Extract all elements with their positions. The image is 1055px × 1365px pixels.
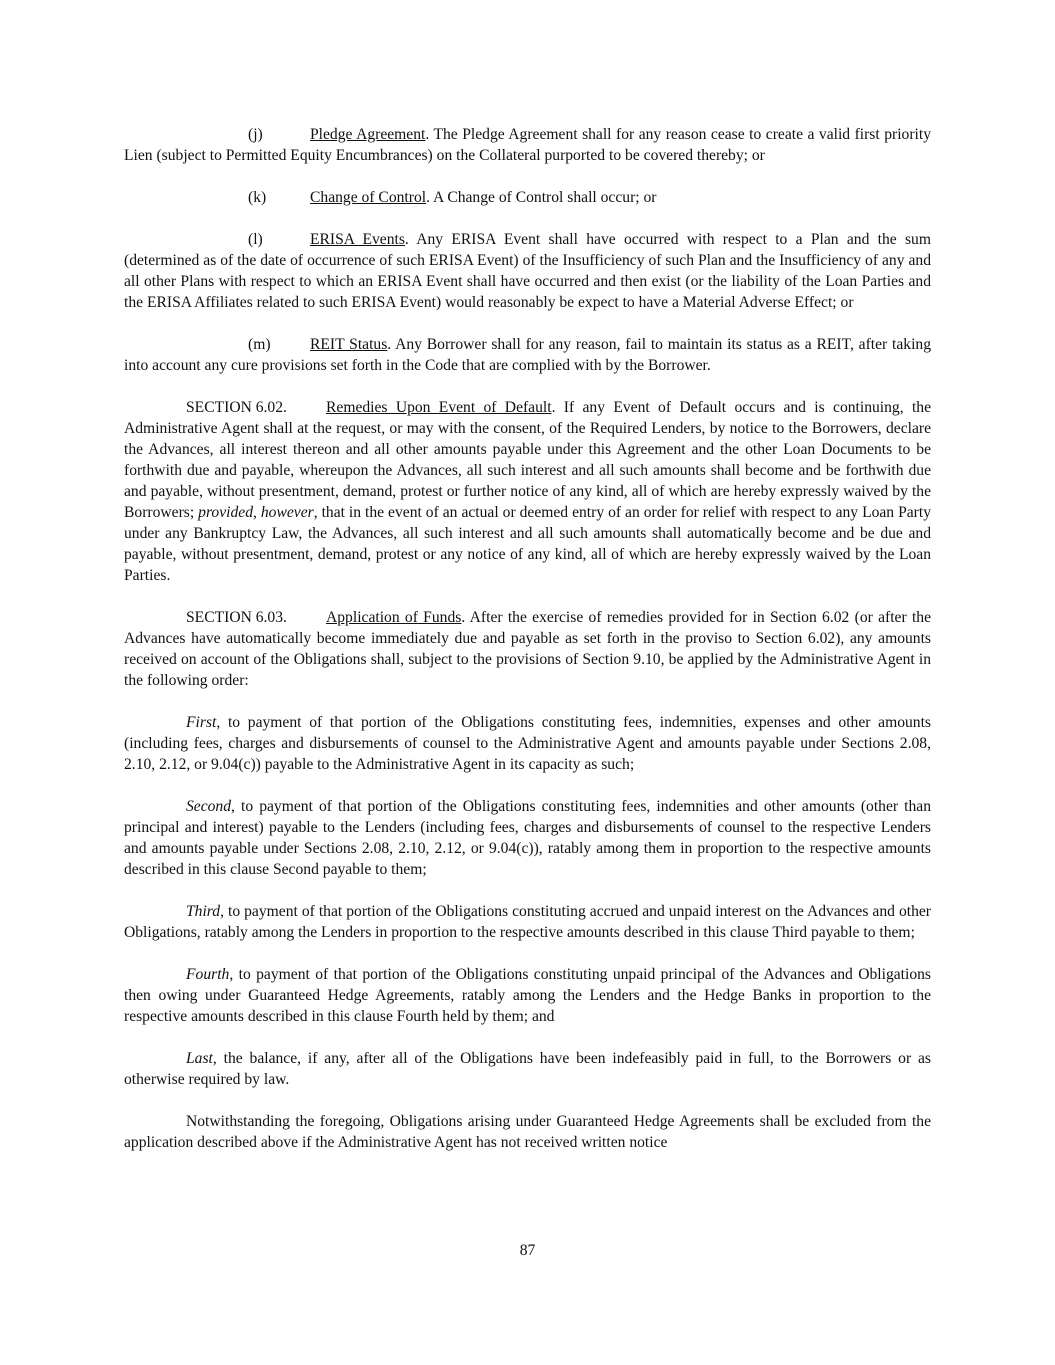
subsection-text: . The Pledge Agreement shall for any reason cease to create a valid first priority Lien (subject to Permitted Equity Encumbrances) on the Collateral purported to be covered thereby; or: [124, 126, 931, 164]
section-heading: Remedies Upon Event of Default: [326, 399, 552, 416]
clause-text: , to payment of that portion of the Obligations constituting fees, indemnities, expenses and other amounts (including fees, charges and disbursements of counsel to the Administrative Agent and amounts payable under Sections 2.08, 2.10, 2.12, or 9.04(c)) payable to the Administrative Agent in its capacity as such;: [124, 714, 931, 773]
subsection-label: (m): [248, 336, 271, 353]
section-6-02: [124, 397, 931, 586]
clause-lead: Fourth: [186, 966, 230, 983]
clause-lead: Second: [186, 798, 232, 815]
section-text-continued: , that in the event of an actual or deemed entry of an order for relief with respect to any Loan Party under any Bankruptcy Law, the Advances, all such interest and all such amounts shall automatically become and be due and payable, without presentment, demand, protest or any notice of any kind, all of which are hereby expressly waived by the Loan Parties.: [124, 504, 931, 584]
section-text: . If any Event of Default occurs and is continuing, the Administrative Agent shall at the request, or may with the consent, of the Required Lenders, by notice to the Borrowers, declare the Advances, all interest thereon and all other amounts payable under this Agreement and the other Loan Documents to be forthwith due and payable, whereupon the Advances, all such interest and all such amounts shall become and be forthwith due and payable, without presentment, demand, protest or further notice of any kind, all of which are hereby expressly waived by the Borrowers;: [124, 399, 932, 521]
subsection-heading: ERISA Events: [310, 231, 405, 248]
clause-text: , to payment of that portion of the Obligations constituting fees, indemnities and other amounts (other than principal and interest) payable to the Lenders (including fees, charges and disbursements of counsel to the respective Lenders and amounts payable under Sections 2.08, 2.10, 2.12, or 9.04(c)), ratably among them in proportion to the respective amounts described in this clause Second payable to them;: [124, 798, 931, 878]
subsection-k: [124, 187, 931, 208]
section-number: SECTION 6.03.: [186, 609, 287, 626]
clause-second: [124, 796, 931, 880]
clause-third: [124, 901, 931, 943]
page-body: [124, 124, 931, 1174]
subsection-m: [124, 334, 931, 376]
page-number: 87: [519, 1242, 536, 1259]
proviso-however: however: [260, 504, 314, 521]
subsection-heading: Change of Control: [310, 189, 427, 206]
clause-text: , to payment of that portion of the Obligations constituting accrued and unpaid interest on the Advances and other Obligations, ratably among the Lenders in proportion to the respective amounts described in this clause Third payable to them;: [124, 903, 931, 941]
section-heading: Application of Funds: [326, 609, 462, 626]
clause-fourth: [124, 964, 931, 1027]
subsection-text: . Any Borrower shall for any reason, fail to maintain its status as a REIT, after taking into account any cure provisions set forth in the Code that are complied with by the Borrower.: [124, 336, 932, 374]
clause-text: , to payment of that portion of the Obligations constituting unpaid principal of the Advances and Obligations then owing under Guaranteed Hedge Agreements, ratably among the Lenders and the Hedge Banks in proportion to the respective amounts described in this clause Fourth held by them; and: [124, 966, 931, 1025]
subsection-heading: REIT Status: [310, 336, 388, 353]
section-number: SECTION 6.02.: [186, 399, 287, 416]
section-text: . After the exercise of remedies provided for in Section 6.02 (or after the Advances have automatically become immediately due and payable as set forth in the proviso to Section 6.02), any amounts received on account of the Obligations shall, subject to the provisions of Section 9.10, be applied by the Administrative Agent in the following order:: [124, 609, 931, 689]
proviso-provided: provided: [198, 504, 253, 521]
closing-paragraph: Notwithstanding the foregoing, Obligations arising under Guaranteed Hedge Agreements shall be excluded from the application described above if the Administrative Agent has not received written notice: [124, 1113, 931, 1151]
clause-text: , the balance, if any, after all of the Obligations have been indefeasibly paid in full, to the Borrowers or as otherwise required by law.: [124, 1050, 931, 1088]
clause-first: [124, 712, 931, 775]
clause-lead: Third: [186, 903, 221, 920]
section-6-03: [124, 607, 931, 691]
subsection-l: [124, 229, 931, 313]
subsection-j: [124, 124, 931, 166]
subsection-label: (k): [248, 189, 267, 206]
subsection-label: (j): [248, 126, 263, 143]
clause-last: [124, 1048, 931, 1090]
proviso-comma: ,: [253, 504, 261, 521]
subsection-heading: Pledge Agreement: [310, 126, 426, 143]
clause-lead: First: [186, 714, 217, 731]
subsection-label: (l): [248, 231, 263, 248]
subsection-text: . A Change of Control shall occur; or: [426, 189, 657, 206]
subsection-text: . Any ERISA Event shall have occurred with respect to a Plan and the sum (determined as of the date of occurrence of such ERISA Event) of the Insufficiency of such Plan and the Insufficiency of any and all other Plans with respect to which an ERISA Event shall have occurred and then exist (or the liability of the Loan Parties and the ERISA Affiliates related to such ERISA Event) would reasonably be expect to have a Material Adverse Effect; or: [124, 231, 931, 311]
clause-lead: Last: [186, 1050, 213, 1067]
